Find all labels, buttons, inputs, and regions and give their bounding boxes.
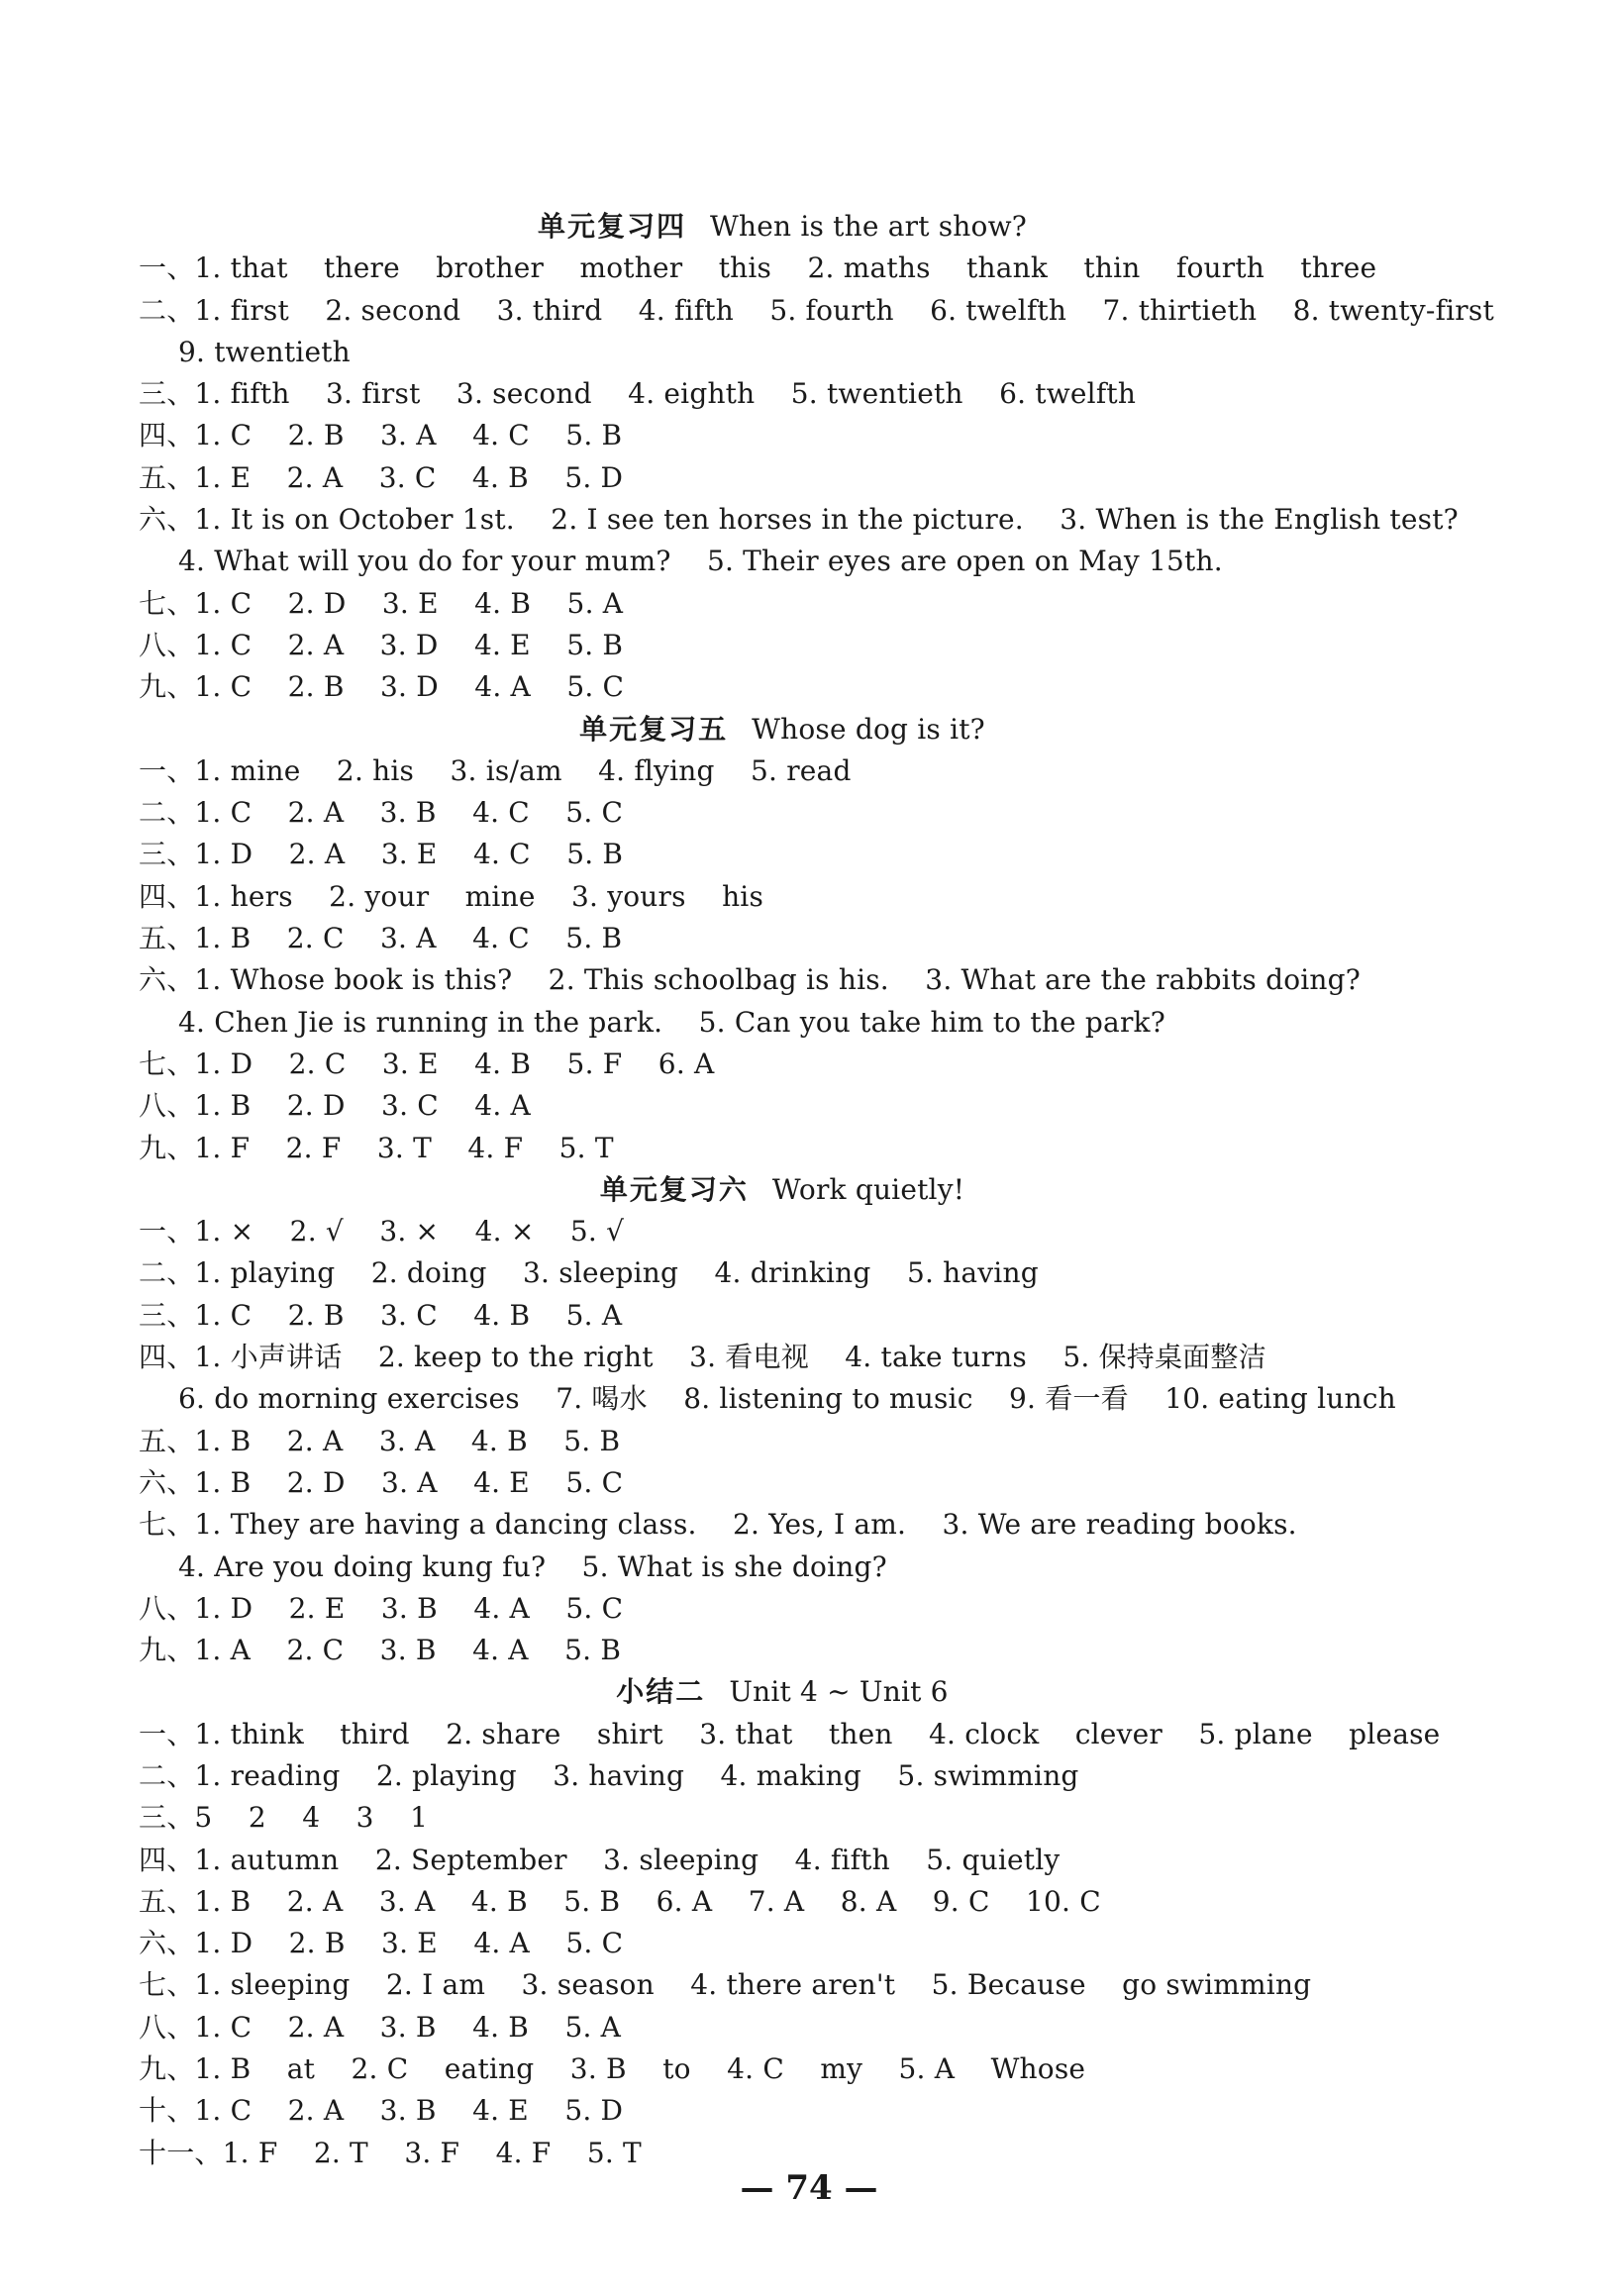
answer-line: 一、1. mine 2. his 3. is/am 4. flying 5. read xyxy=(139,753,852,787)
answer-line-continued: 4. Are you doing kung fu? 5. What is she doing? xyxy=(178,1549,887,1583)
answer-line: 四、1. autumn 2. September 3. sleeping 4. fifth 5. quietly xyxy=(139,1843,1061,1876)
answer-line: 五、1. B 2. A 3. A 4. B 5. B xyxy=(139,1424,621,1457)
answer-line: 三、5 2 4 3 1 xyxy=(139,1801,429,1835)
answer-line: 四、1. hers 2. your mine 3. yours his xyxy=(139,879,764,913)
answer-line: 一、1. × 2. √ 3. × 4. × 5. √ xyxy=(139,1215,625,1248)
answer-line: 二、1. playing 2. doing 3. sleeping 4. drinking 5. having xyxy=(139,1256,1039,1290)
answer-line-continued: 4. What will you do for your mum? 5. Their eyes are open on May 15th. xyxy=(178,545,1223,578)
review-section xyxy=(139,206,1494,709)
answer-line: 三、1. D 2. A 3. E 4. C 5. B xyxy=(139,838,624,871)
answer-line: 二、1. C 2. A 3. B 4. C 5. C xyxy=(139,796,624,830)
answer-line: 六、1. It is on October 1st. 2. I see ten horses in the picture. 3. When is the English test? xyxy=(139,503,1459,537)
review-section xyxy=(139,1671,1441,2174)
answer-line: 七、1. They are having a dancing class. 2. Yes, I am. 3. We are reading books. xyxy=(139,1508,1297,1542)
answer-content xyxy=(139,206,1494,2174)
answer-line: 五、1. B 2. C 3. A 4. C 5. B xyxy=(139,922,623,955)
section-label: 单元复习五 xyxy=(579,712,729,746)
answer-line-continued: 4. Chen Jie is running in the park. 5. Can you take him to the park? xyxy=(178,1005,1165,1039)
answer-line: 八、1. C 2. A 3. D 4. E 5. B xyxy=(139,628,624,661)
section-label: 单元复习四 xyxy=(538,210,687,243)
answer-line: 五、1. B 2. A 3. A 4. B 5. B 6. A 7. A 8. A 9. C 10. C xyxy=(139,1884,1101,1918)
answer-line: 八、1. B 2. D 3. C 4. A xyxy=(139,1089,531,1123)
answer-line: 一、1. that there brother mother this 2. maths thank thin fourth three xyxy=(139,251,1377,285)
section-heading xyxy=(139,1169,1426,1211)
review-section xyxy=(139,1169,1426,1672)
answer-line: 九、1. A 2. C 3. B 4. A 5. B xyxy=(139,1634,622,1667)
answer-line: 九、1. C 2. B 3. D 4. A 5. C xyxy=(139,670,625,704)
answer-line: 六、1. B 2. D 3. A 4. E 5. C xyxy=(139,1465,624,1499)
answer-line: 四、1. 小声讲话 2. keep to the right 3. 看电视 4. take turns 5. 保持桌面整洁 xyxy=(139,1341,1266,1374)
section-heading xyxy=(139,709,1426,750)
answer-line: 三、1. fifth 3. first 3. second 4. eighth 5. twentieth 6. twelfth xyxy=(139,377,1137,411)
answer-line: 十一、1. F 2. T 3. F 4. F 5. T xyxy=(139,2136,642,2169)
answer-line: 九、1. B at 2. C eating 3. B to 4. C my 5. A Whose xyxy=(139,2052,1086,2086)
section-title: Unit 4 ~ Unit 6 xyxy=(729,1675,949,1709)
answer-line: 七、1. C 2. D 3. E 4. B 5. A xyxy=(139,586,624,620)
section-heading xyxy=(139,1671,1426,1713)
section-title: When is the art show? xyxy=(710,210,1027,243)
page-number: — 74 — xyxy=(740,2168,878,2208)
section-title: Work quietly! xyxy=(771,1172,965,1206)
section-label: 单元复习六 xyxy=(599,1172,749,1206)
answer-line: 六、1. D 2. B 3. E 4. A 5. C xyxy=(139,1927,624,1960)
answer-line: 二、1. first 2. second 3. third 4. fifth 5. fourth 6. twelfth 7. thirtieth 8. twenty-first xyxy=(139,293,1494,327)
answer-line: 五、1. E 2. A 3. C 4. B 5. D xyxy=(139,460,624,494)
answer-line: 九、1. F 2. F 3. T 4. F 5. T xyxy=(139,1131,614,1164)
answer-line-continued: 9. twentieth xyxy=(178,335,351,368)
answer-line: 三、1. C 2. B 3. C 4. B 5. A xyxy=(139,1298,623,1332)
review-section xyxy=(139,709,1426,1169)
answer-line-continued: 6. do morning exercises 7. 喝水 8. listening to music 9. 看一看 10. eating lunch xyxy=(178,1382,1396,1416)
answer-line: 六、1. Whose book is this? 2. This schoolbag is his. 3. What are the rabbits doing? xyxy=(139,963,1361,997)
answer-line: 四、1. C 2. B 3. A 4. C 5. B xyxy=(139,419,623,452)
answer-line: 二、1. reading 2. playing 3. having 4. making 5. swimming xyxy=(139,1758,1079,1792)
answer-line: 七、1. sleeping 2. I am 3. season 4. there aren't 5. Because go swimming xyxy=(139,1968,1312,2002)
answer-line: 十、1. C 2. A 3. B 4. E 5. D xyxy=(139,2094,624,2128)
answer-line: 八、1. C 2. A 3. B 4. B 5. A xyxy=(139,2010,622,2044)
answer-line: 一、1. think third 2. share shirt 3. that then 4. clock clever 5. plane please xyxy=(139,1717,1441,1750)
section-heading xyxy=(139,206,1426,248)
answer-line: 七、1. D 2. C 3. E 4. B 5. F 6. A xyxy=(139,1047,715,1080)
section-title: Whose dog is it? xyxy=(752,712,985,746)
section-label: 小结二 xyxy=(616,1675,706,1709)
answer-line: 八、1. D 2. E 3. B 4. A 5. C xyxy=(139,1591,624,1625)
